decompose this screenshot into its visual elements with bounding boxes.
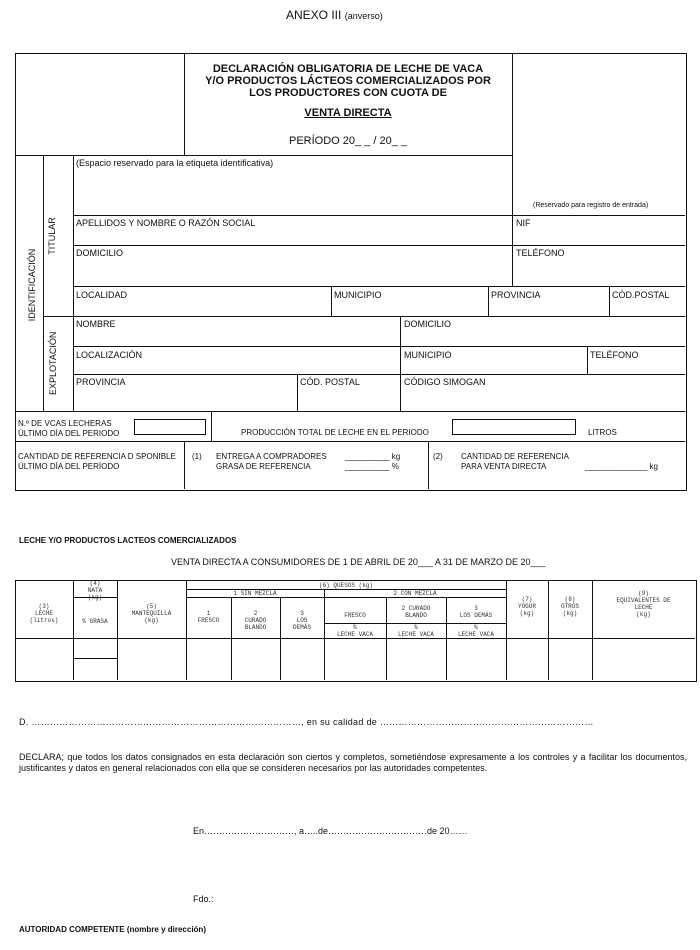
divider [331,286,332,316]
products-heading: LECHE Y/O PRODUCTOS LACTEOS COMERCIALIZADOS [19,536,237,545]
form-title-sale: VENTA DIRECTA [304,107,392,119]
col-sin-demas-line: 3 [300,610,304,617]
divider [73,286,685,287]
explotacion-telefono-field[interactable]: TELÉFONO [590,350,639,360]
explotacion-label: EXPLOTACIÓN [48,331,58,395]
col-equivalentes-line: (9) [638,590,649,597]
pct-leche-vaca-line: % [474,624,478,631]
col-yogur-line: (7) [521,596,533,603]
place-date-line[interactable]: En…………………………, a…..de……………………………de 20…… [193,826,468,836]
col-yogur-line: YOGUR [517,603,536,610]
venta-kg-field[interactable]: ______________ kg [585,462,658,471]
produccion-label: PRODUCCIÓN TOTAL DE LECHE EN EL PERIODO [241,428,429,437]
col-sin-demas-line: DEMÁS [292,624,311,631]
divider [15,155,513,156]
divider [512,215,513,286]
divider [73,658,117,659]
authority-label: AUTORIDAD COMPETENTE (nombre y dirección) [19,925,206,934]
venta-number: (2) [433,452,443,461]
form-title-line: DECLARACIÓN OBLIGATORIA DE LECHE DE VACA [212,63,484,75]
col-equivalentes-line: LECHE [634,604,653,611]
col-leche-line: (3) [38,603,50,610]
col-mantequilla-header [117,603,186,624]
divider [73,215,685,216]
entrega-label-line: ENTREGA A COMPRADORES [216,452,327,461]
cantidad-label-line: CANTIDAD DE REFERENCIA D SPONIBLE [18,452,176,461]
entrega-label [216,452,327,472]
pct-leche-vaca-3 [446,624,506,638]
col-leche-line: LECHE [34,610,53,617]
pct-leche-vaca-line: LECHE VACA [336,631,373,638]
explotacion-provincia-field[interactable]: PROVINCIA [76,377,126,387]
entrega-pct-field[interactable]: __________ % [345,462,399,471]
pct-leche-vaca-line: % [414,624,418,631]
col-yogur-line: (kg) [519,610,535,617]
col-mantequilla-line: (kg) [144,617,159,624]
pct-leche-vaca-line: % [353,624,357,631]
col-otros-header [548,596,592,617]
declara-text: DECLARA; que todos los datos consignados en esta declaración son ciertos y completos, sometiéndose expresamente a los controles y a facilitar los documentos, justificantes y datos en general relacionados con ella que se consideren necesarios por las autoridades competentes. [19,752,687,773]
col-otros-line: OTROS [560,603,579,610]
col-con-curado-line: BLANDO [405,612,427,619]
divider [186,597,506,598]
col-mantequilla-line: MANTEQUILLA [131,610,172,617]
col-nata-header [73,580,117,601]
divider [15,441,685,442]
divider [512,53,513,215]
col-con-fresco-header: FRESCO [344,612,366,619]
explotacion-municipio-field[interactable]: MUNICIPIO [404,350,452,360]
explotacion-nombre-field[interactable]: NOMBRE [76,319,116,329]
explotacion-localizacion-field[interactable]: LOCALIZACIÓN [76,350,143,360]
divider [297,374,298,411]
titular-cod-postal-field[interactable]: CÓD.POSTAL [612,290,670,300]
col-nata-line: (4) [89,580,101,587]
explotacion-domicilio-field[interactable]: DOMICILIO [404,319,452,329]
titular-localidad-field[interactable]: LOCALIDAD [76,290,128,300]
cantidad-label [18,452,176,472]
venta-label-line: CANTIDAD DE REFERENCIA [461,452,570,461]
col-con-mezcla-header: 2 CON MEZCLA [393,590,437,597]
titular-name-field[interactable]: APELLIDOS Y NOMBRE O RAZÓN SOCIAL [76,218,256,228]
col-sin-demas-line: LOS [296,617,308,624]
col-otros-line: (8) [564,596,576,603]
divider [43,155,44,411]
col-con-demas-header [446,605,506,619]
entrega-units [345,452,400,472]
divider [117,580,118,680]
vacas-label-line: ÚLTIMO DÍA DEL PERIODO [18,429,120,438]
annex-heading [286,8,383,23]
col-con-demas-line: 3 [474,605,478,612]
divider [43,316,685,317]
col-quesos-header: (6) QUESOS (kg) [318,582,373,589]
divider [73,346,685,347]
divider [73,374,685,375]
divider [609,286,610,316]
divider [15,411,685,412]
col-sin-mezcla-header: 1 SIN MEZCLA [233,590,277,597]
pct-leche-vaca-2 [386,624,446,638]
annex-side: (anverso) [344,11,383,21]
col-sin-fresco-header [186,610,231,624]
col-sin-curado-line: BLANDO [244,624,267,631]
products-subheading: VENTA DIRECTA A CONSUMIDORES DE 1 DE ABRIL DE 20___ A 31 DE MARZO DE 20___ [171,557,546,567]
col-sin-curado-line: 2 [253,610,258,617]
divider [15,638,695,639]
col-nata-line: (kg) [87,594,103,601]
col-nata-line: NATA [87,587,103,594]
explotacion-simogan-field[interactable]: CÓDIGO SIMOGAN [404,377,486,387]
divider [506,580,507,680]
col-sin-fresco-line: 1 [206,610,211,617]
titular-municipio-field[interactable]: MUNICIPIO [334,290,382,300]
label-space: (Espacio reservado para la etiqueta identificativa) [76,158,274,168]
col-sin-fresco-line: FRESCO [197,617,220,624]
vacas-label-line: N.º DE VCAS LECHERAS [18,419,112,428]
divider [184,441,185,489]
form-title [184,63,512,119]
cantidad-label-line: ÚLTIMO DÍA DEL PERÍODO [18,462,120,471]
form-title-line: LOS PRODUCTORES CON CUOTA DE [249,87,447,99]
col-con-curado-line: 2 CURADO [401,605,431,612]
venta-label [461,452,569,472]
titular-label: TITULAR [47,217,57,255]
signature-label[interactable]: Fdo.: [193,894,214,904]
declarant-line[interactable]: D. ……………………………………………………………………………, en su calidad de …………………………………………………………… [19,717,594,727]
col-sin-curado-header [231,610,280,631]
vacas-input[interactable] [134,419,206,435]
col-yogur-header [506,596,548,617]
col-equivalentes-line: EQUIVALENTES DE [616,597,671,604]
col-leche-header [15,603,73,624]
produccion-input[interactable] [452,419,576,435]
col-grasa-header: % GRASA [82,618,108,625]
titular-domicilio-field[interactable]: DOMICILIO [76,248,124,258]
col-otros-line: (kg) [562,610,578,617]
explotacion-cod-postal-field[interactable]: CÓD. POSTAL [300,377,360,387]
vacas-label [18,419,119,439]
divider [587,346,588,374]
annex-title: ANEXO III [286,8,342,22]
col-sin-demas-header [280,610,324,631]
period: PERÍODO 20_ _ / 20_ _ [288,135,407,147]
divider [400,316,401,411]
titular-provincia-field[interactable]: PROVINCIA [491,290,541,300]
form-title-line: Y/O PRODUCTOS LÁCTEOS COMERCIALIZADOS POR [205,75,491,87]
entrega-number: (1) [192,452,202,461]
divider [211,411,212,441]
entrega-label-line: GRASA DE REFERENCIA [216,462,311,471]
col-leche-line: (litros) [29,617,59,624]
litros-label: LITROS [588,428,617,437]
col-con-demas-line: LOS DEMÁS [459,612,493,619]
titular-nif-field[interactable]: NIF [516,218,531,228]
col-mantequilla-line: (5) [146,603,157,610]
divider [488,286,489,316]
col-con-curado-header [386,605,446,619]
pct-leche-vaca-1 [324,624,386,638]
identificacion-label: IDENTIFICACIÓN [27,248,37,322]
pct-leche-vaca-line: LECHE VACA [397,631,434,638]
pct-leche-vaca-line: LECHE VACA [457,631,494,638]
reserved-entry: (Reservado para registro de entrada) [533,202,649,209]
divider [548,580,549,680]
col-sin-curado-line: CURADO [244,617,267,624]
col-equivalentes-line: (kg) [636,611,651,618]
venta-label-line: PARA VENTA DIRECTA [461,462,547,471]
titular-telefono-field[interactable]: TELÉFONO [516,248,565,258]
divider [73,245,685,246]
divider [73,155,74,411]
entrega-kg-field[interactable]: __________ kg [345,452,401,461]
col-equivalentes-header [592,590,695,618]
divider [428,441,429,489]
